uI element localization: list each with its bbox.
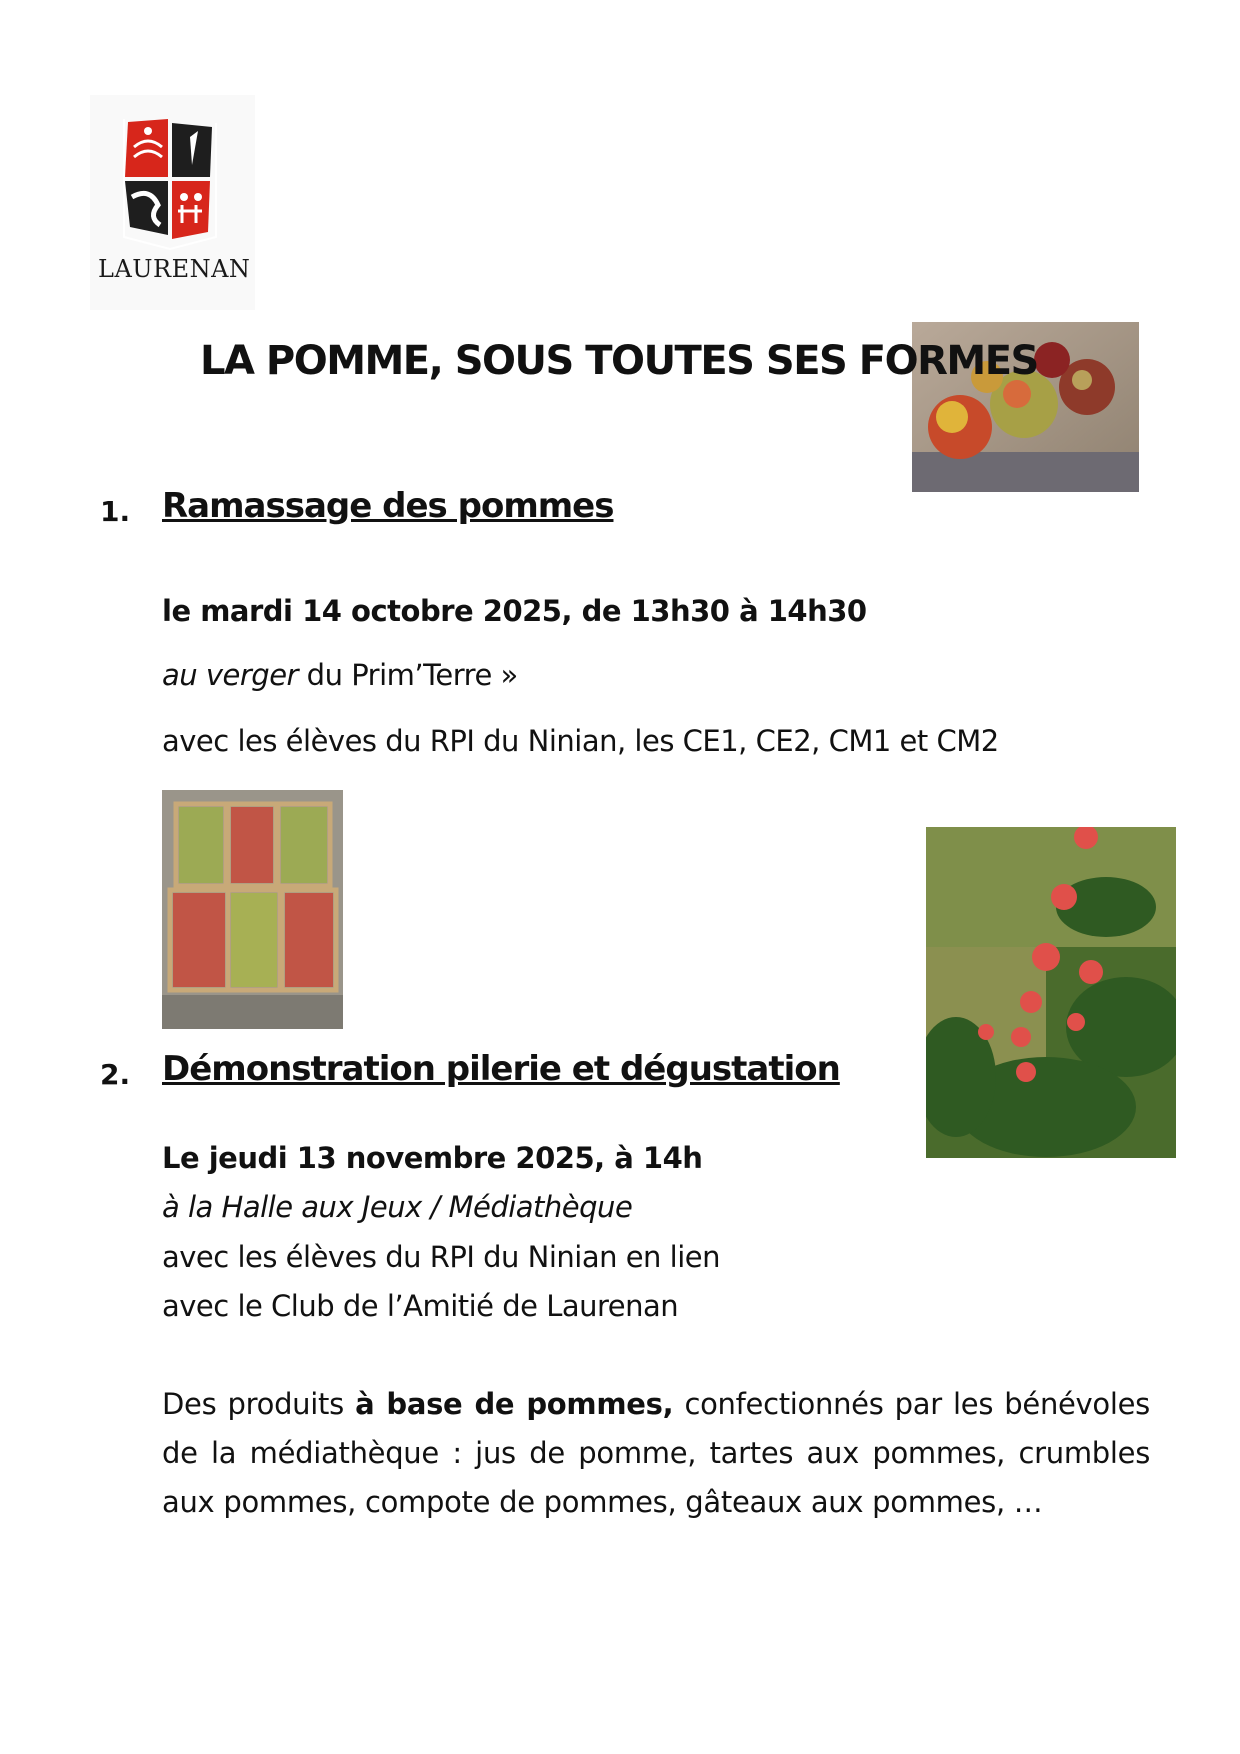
section-2-participants-line-2: avec le Club de l’Amitié de Laurenan bbox=[162, 1289, 679, 1323]
coat-of-arms-icon bbox=[120, 117, 220, 252]
apple-tree-photo bbox=[926, 827, 1176, 1158]
para-rest: confectionnés par les bénévoles de la médiathèque : jus de pomme, tartes aux pommes, crumbles aux pommes, compote de pommes, gâteaux aux pommes, … bbox=[162, 1387, 1150, 1519]
section-1-place bbox=[162, 658, 518, 692]
section-2-date: Le jeudi 13 novembre 2025, à 14h bbox=[162, 1141, 703, 1175]
section-1-participants: avec les élèves du RPI du Ninian, les CE1, CE2, CM1 et CM2 bbox=[162, 724, 999, 758]
section-1-place-italic: au verger bbox=[162, 658, 298, 692]
logo-text: LAURENAN bbox=[98, 255, 251, 283]
page-title: LA POMME, SOUS TOUTES SES FORMES bbox=[200, 338, 1038, 384]
section-2-place: à la Halle aux Jeux / Médiathèque bbox=[162, 1190, 633, 1224]
section-1-place-rest: du Prim’Terre » bbox=[297, 658, 518, 692]
laurenan-logo bbox=[90, 95, 255, 310]
section-2-number: 2. bbox=[100, 1058, 131, 1091]
para-start: Des produits bbox=[162, 1387, 356, 1421]
section-2-participants-line-1: avec les élèves du RPI du Ninian en lien bbox=[162, 1240, 720, 1274]
section-1-date: le mardi 14 octobre 2025, de 13h30 à 14h30 bbox=[162, 594, 867, 628]
section-2-products-paragraph bbox=[162, 1380, 1150, 1527]
section-1-number: 1. bbox=[100, 495, 131, 528]
apple-crates-photo bbox=[162, 790, 343, 1029]
section-1-heading: Ramassage des pommes bbox=[162, 486, 614, 526]
section-2-heading: Démonstration pilerie et dégustation bbox=[162, 1049, 840, 1089]
para-bold: à base de pommes, bbox=[355, 1387, 674, 1421]
